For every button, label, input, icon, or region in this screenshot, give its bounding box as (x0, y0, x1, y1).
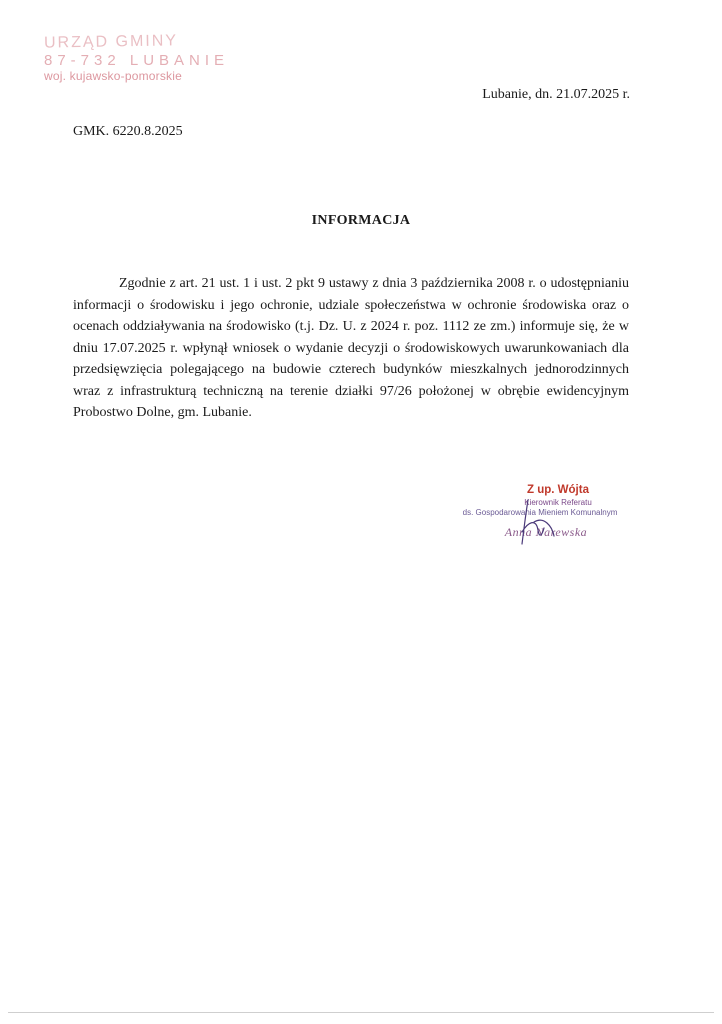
page-bottom-divider (8, 1012, 714, 1013)
stamp-office-name: URZĄD GMINY (43, 32, 179, 52)
signature-stamp-title: Kierownik Referatu (524, 498, 592, 507)
stamp-postal-code-town: 87-732 LUBANIE (44, 52, 230, 69)
signature-role: Z up. Wójta (527, 484, 589, 496)
office-stamp (44, 34, 229, 82)
stamp-voivodeship: woj. kujawsko-pomorskie (44, 69, 182, 83)
signature-stamp-department: ds. Gospodarowania Mieniem Komunalnym (462, 508, 618, 517)
case-reference-number: GMK. 6220.8.2025 (73, 124, 183, 139)
document-date: Lubanie, dn. 21.07.2025 r. (482, 87, 630, 102)
signature-stamp-name: Anna Narewska (504, 525, 588, 539)
notice-body-paragraph: Zgodnie z art. 21 ust. 1 i ust. 2 pkt 9 ustawy z dnia 3 października 2008 r. o udostępnianiu informacji o środowisku i jego ochronie, udziale społeczeństwa w ochronie środowiska oraz o ocenach oddziaływania na środowisko (t.j. Dz. U. z 2024 r. poz. 1112 ze zm.) informuje się, że w dniu 17.07.2025 r. wpłynął wniosek o wydanie decyzji o środowiskowych uwarunkowaniach dla przedsięwzięcia polegającego na budowie czterech budynków mieszkalnych jednorodzinnych wraz z infrastrukturą techniczną na terenie działki 97/26 położonej w obrębie ewidencyjnym Probostwo Dolne, gm. Lubanie. (73, 276, 629, 420)
document-title: INFORMACJA (311, 213, 411, 228)
handwritten-signature-icon (498, 492, 568, 552)
